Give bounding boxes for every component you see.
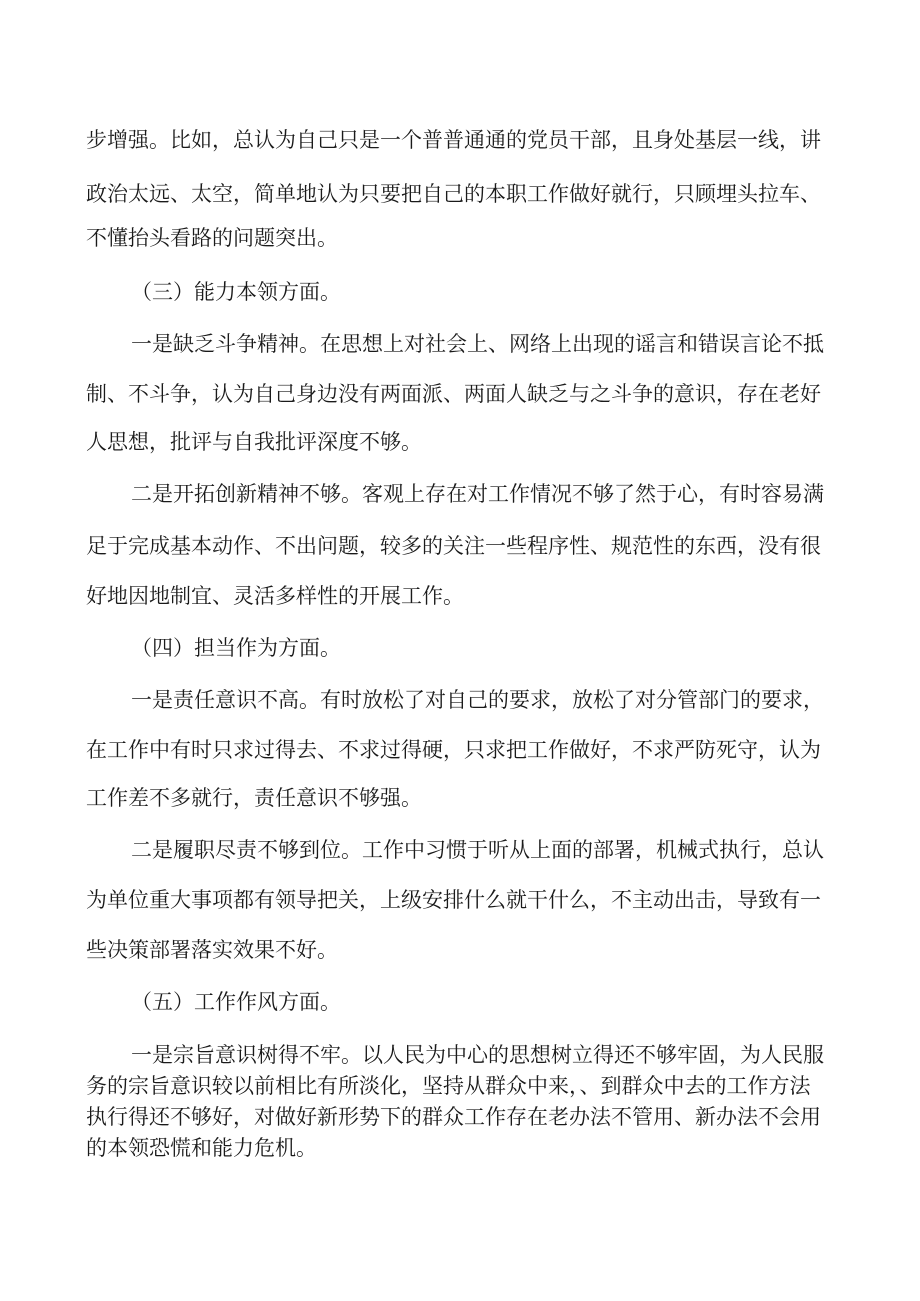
section-heading: （四）担当作为方面。 [131,636,341,660]
body-text-line: 步增强。比如，总认为自己只是一个普普通通的党员干部，且身处基层一线，讲 [86,128,821,152]
body-text-line: 一是缺乏斗争精神。在思想上对社会上、网络上出现的谣言和错误言论不抵 [131,332,824,356]
body-text-line: 的本领恐慌和能力危机。 [86,1136,317,1160]
body-text-line: 执行得还不够好，对做好新形势下的群众工作存在老办法不管用、新办法不会用 [86,1105,821,1129]
body-text-line: 些决策部署落实效果不好。 [86,938,338,962]
body-text-line: 在工作中有时只求过得去、不求过得硬，只求把工作做好，不求严防死守，认为 [86,738,821,762]
body-text-line: 为单位重大事项都有领导把关，上级安排什么就干什么，不主动出击，导致有一 [86,888,821,912]
body-text-line: 政治太远、太空，简单地认为只要把自己的本职工作做好就行，只顾埋头拉车、 [86,182,821,206]
body-text-line: 一是责任意识不高。有时放松了对自己的要求，放松了对分管部门的要求， [131,688,824,712]
section-heading: （三）能力本领方面。 [131,280,341,304]
body-text-line: 不懂抬头看路的问题突出。 [86,226,338,250]
body-text-line: 制、不斗争，认为自己身边没有两面派、两面人缺乏与之斗争的意识，存在老好 [86,382,821,406]
body-text-line: 一是宗旨意识树得不牢。以人民为中心的思想树立得还不够牢固，为人民服 [131,1043,824,1067]
body-text-line: 人思想，批评与自我批评深度不够。 [86,430,422,454]
body-text-line: 二是开拓创新精神不够。客观上存在对工作情况不够了然于心，有时容易满 [131,482,824,506]
body-text-line: 务的宗旨意识较以前相比有所淡化，坚持从群众中来，、到群众中去的工作方法 [86,1074,811,1098]
body-text-line: 足于完成基本动作、不出问题，较多的关注一些程序性、规范性的东西，没有很 [86,534,821,558]
body-text-line: 工作差不多就行，责任意识不够强。 [86,786,422,810]
body-text-line: 二是履职尽责不够到位。工作中习惯于听从上面的部署，机械式执行，总认 [131,838,824,862]
body-text-line: 好地因地制宜、灵活多样性的开展工作。 [86,584,464,608]
section-heading: （五）工作作风方面。 [131,990,341,1014]
